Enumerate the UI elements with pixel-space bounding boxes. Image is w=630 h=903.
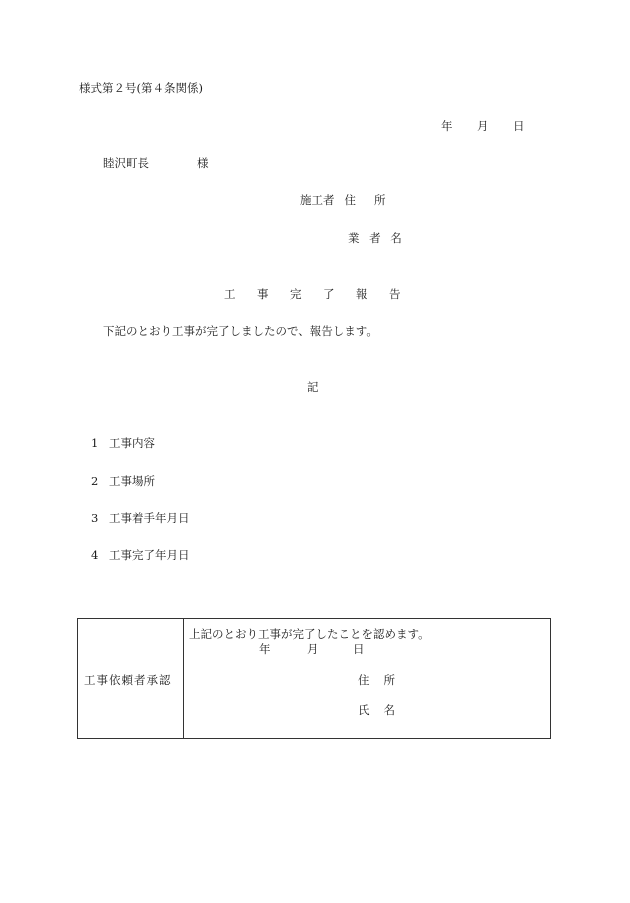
addressee: [103, 156, 209, 170]
approval-address-label-2: 所: [383, 673, 395, 687]
approval-address: [358, 673, 395, 687]
title-char: 報: [356, 287, 368, 301]
approval-name-label-2: 名: [383, 703, 395, 717]
title-char: 完: [290, 287, 302, 301]
item-number: 2: [91, 474, 99, 488]
ki-heading: 記: [307, 380, 319, 394]
document-title: [224, 287, 422, 301]
contractor-address-label-1: 住: [344, 193, 356, 207]
item-label: 工事着手年月日: [109, 511, 190, 525]
item-label: 工事内容: [109, 436, 155, 450]
list-item: [91, 511, 190, 525]
approval-label-cell: [78, 619, 184, 738]
item-number: 1: [91, 436, 99, 450]
contractor-company-label: 業 者 名: [348, 231, 405, 245]
approval-year-label: 年: [259, 642, 271, 656]
approval-name-label-1: 氏: [358, 703, 370, 717]
date-day-label: 日: [513, 119, 525, 133]
item-label: 工事完了年月日: [109, 548, 190, 562]
title-char: 工: [224, 287, 236, 301]
list-item: [91, 548, 190, 562]
date-year-label: 年: [441, 119, 453, 133]
addressee-name: 睦沢町長: [103, 156, 149, 170]
addressee-honorific: 様: [197, 156, 209, 170]
approval-statement: 上記のとおり工事が完了したことを認めます。: [189, 627, 430, 641]
list-item: [91, 474, 155, 488]
contractor-address-label-2: 所: [374, 193, 386, 207]
item-label: 工事場所: [109, 474, 155, 488]
contractor-address: [300, 193, 386, 207]
approval-month-label: 月: [307, 642, 319, 656]
approval-day-label: 日: [353, 642, 365, 656]
title-char: 事: [257, 287, 269, 301]
item-number: 4: [91, 548, 99, 562]
title-char: 告: [389, 287, 401, 301]
item-number: 3: [91, 511, 99, 525]
body-text: 下記のとおり工事が完了しましたので、報告します。: [103, 324, 378, 338]
title-char: 了: [323, 287, 335, 301]
approval-name: [358, 703, 395, 717]
contractor-label: 施工者: [300, 193, 335, 207]
report-date: [441, 119, 525, 133]
list-item: [91, 436, 155, 450]
date-month-label: 月: [477, 119, 489, 133]
approval-address-label-1: 住: [358, 673, 370, 687]
approval-label: 工事依頼者承認: [84, 673, 172, 687]
form-number: 様式第２号(第４条関係): [79, 81, 203, 95]
approval-date: [259, 642, 365, 656]
